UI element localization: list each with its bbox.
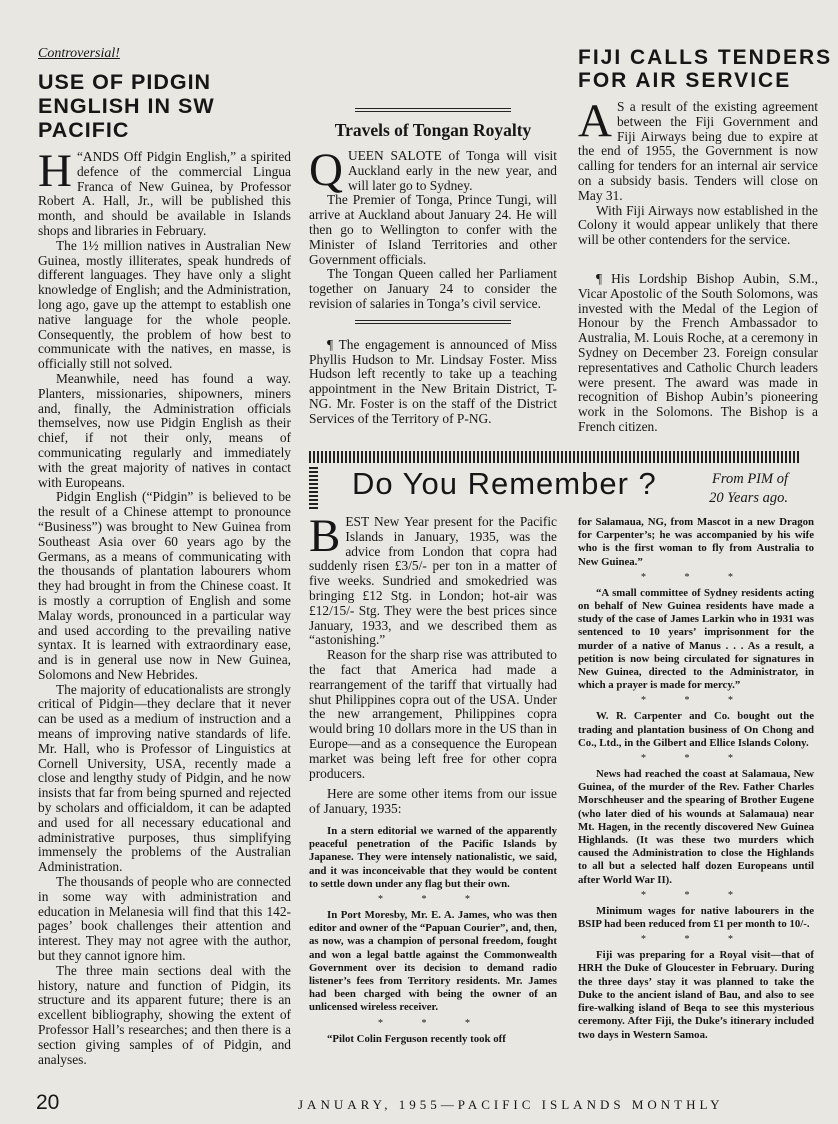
separator-stars: * * * (378, 893, 488, 905)
pidgin-headline: USE OF PIDGIN ENGLISH IN SW PACIFIC (38, 70, 215, 142)
page-number: 20 (36, 1091, 60, 1114)
pidgin-paragraph-5: The majority of educationalists are strongly critical of Pidgin—they declare that it never can be used as a medium of instruction and a means of improving native standards of life. Mr. Hall, who is Professor of Linguistics at Cornell University, USA, recently made a close and lengthy study of Pidgin, and he now insists that far from being spurned and rejected by scholars and officialdom, it can be adapted and used for all necessary educational and administrative purposes, thus simplifying immensely the problems of the Australian Administration. (38, 681, 291, 875)
remember-item: W. R. Carpenter and Co. bought out the trading and plantation business of On Chong and Co., Ltd., in the Gilbert and Ellice Islands Colony. (578, 710, 814, 749)
remember-title: Do You Remember ? (352, 466, 657, 501)
bishop-paragraph: ¶ His Lordship Bishop Aubin, S.M., Vicar Apostolic of the South Solomons, was invested with the Medal of the Legion of Honour by the French Ambassador to Australia, M. Louis Roche, at a ceremony in Sydney on December 23. Foreign consular representatives and Catholic Church leaders were present. The award was made in recognition of Bishop Aubin’s pioneering work in the Solomons. The Bishop is a French citizen. (578, 270, 818, 434)
pidgin-paragraph-7: The three main sections deal with the history, nature and function of Pidgin, its structure and its apparent future; there is an excellent bibliography, showing the extent of Professor Hall’s researches; and then there is a section giving samples of of Pidgin, and analyses. (38, 962, 291, 1067)
remember-column-right (578, 516, 814, 1042)
remember-source: From PIM of 20 Years ago. (709, 471, 788, 506)
separator-stars: * * * (641, 571, 751, 583)
divider-rule (355, 108, 511, 112)
pidgin-paragraph-6: The thousands of people who are connected in some way with administration and education in Melanesia will find that this 142-pages’ book challenges their attention and interest. They may not agree with the author, but they cannot ignore him. (38, 874, 291, 964)
drop-cap: A (578, 95, 612, 147)
tongan-paragraph-1: QUEEN SALOTE of Tonga will visit Auckland early in the new year, and will later go to Sydney. (309, 144, 557, 196)
pidgin-paragraph-2: The 1½ million natives in Australian New Guinea, mostly illiterates, speak hundreds of different languages. They have only a slight knowledge of English; and the Administration, long ago, gave up the attempt to establish one native language for the whole people. Consequently, the problem of how best to communicate with the natives, en masse, is officially still not solved. (38, 237, 291, 372)
remember-item: In a stern editorial we warned of the apparently peaceful penetration of the Pacific Islands by Japanese. They were intensely nationalistic, we said, and it was inconceivable that they would be content to settle down under any flag but their own. (309, 824, 557, 890)
separator-stars: * * * (641, 753, 751, 765)
fiji-paragraph-1: A S a result of the existing agreement between the Fiji Government and Fiji Airways being due to expire at the end of 1955, the Government is now calling for tenders for an internal air service on a subsidy basis. Tenders will close on May 31. (578, 95, 818, 203)
pidgin-paragraph-1: H “ANDS Off Pidgin English,” a spirited defence of the commercial Lingua Franca of New Guinea, by Professor Robert A. Hall, Jr., will be published this month, and should be available in Islands shops and libraries in February. (38, 145, 291, 238)
separator-stars: * * * (641, 889, 751, 901)
fiji-headline: FIJI CALLS TENDERS FOR AIR SERVICE (578, 46, 833, 92)
remember-paragraph-3: Here are some other items from our issue of January, 1935: (309, 786, 557, 817)
tongan-paragraph-3: The Tongan Queen called her Parliament together on January 24 to consider the revision of salaries in Tonga’s civil service. (309, 266, 557, 311)
pidgin-paragraph-3: Meanwhile, need has found a way. Planters, missionaries, shipowners, miners and, finally, the Administration officials themselves, now use Pidgin English as their chief, if not their only, means of communicating regularly and immediately with the great majority of natives in contact with Europeans. (38, 370, 291, 490)
engagement-paragraph: ¶ The engagement is announced of Miss Phyllis Hudson to Mr. Lindsay Foster. Miss Hudson left recently to take up a teaching appointment in the New Britain District, T-NG. Mr. Foster is on the staff of the District Services of the Territory of P-NG. (309, 336, 557, 426)
hatched-rule (309, 451, 801, 463)
separator-stars: * * * (641, 934, 751, 946)
drop-cap: H (38, 145, 72, 197)
tongan-article (309, 104, 557, 427)
remember-item: News had reached the coast at Salamaua, New Guinea, of the murder of the Rev. Father Charles Morschheuser and the spearing of Brother Eugene (who later died of his wounds at Salamaua) near Mt. Hagen, in the recently discovered New Guinea Highlands. (It was these two murders which caused the Administration to close the Highlands to all but a selected half dozen Europeans until after World War II). (578, 768, 814, 886)
hatched-bar (309, 467, 318, 509)
tongan-paragraph-2: The Premier of Tonga, Prince Tungi, will arrive at Auckland about January 24. He will then go to Wellington to confer with the Minister of Island Territories and other Government officials. (309, 192, 557, 267)
remember-items-left (309, 825, 557, 1046)
remember-column-left (309, 510, 557, 1046)
remember-item: “A small committee of Sydney residents acting on behalf of New Guinea residents have made a study of the case of James Larkin who in 1931 was sentenced to 10 years’ imprisonment for the murder of a native of Manus . . . As a result, a petition is now being circulated for signatures in New Guinea, directed to the Administrator, in which a prayer is made for mercy.” (578, 586, 814, 692)
drop-cap: Q (309, 144, 343, 196)
remember-item: Fiji was preparing for a Royal visit—that of HRH the Duke of Gloucester in February. During the three days’ stay it was planned to take the Duke to the ancient island of Bau, and also to see fire-walking island of Beqa to see this mysterious ceremony. After Fiji, the Duke’s itinerary included two days in Western Samoa. (578, 949, 814, 1041)
drop-cap: B (309, 510, 341, 562)
pidgin-article (38, 46, 291, 1067)
separator-stars: * * * (378, 1017, 488, 1029)
remember-item: Minimum wages for native labourers in the BSIP had been reduced from £1 per month to 10/-. (578, 904, 814, 931)
fiji-article (578, 46, 833, 435)
pidgin-paragraph-4: Pidgin English (“Pidgin” is believed to be the result of a Chinese attempt to pronounce “Business”) was brought to New Guinea from Southeast Asia over 60 years ago by the Germans, as a means of communicating with the thousands of plantation labourers whom they had brought in from the Chinese coast. It is mostly a corruption of English and some Malay words, pronounced in a particular way and used according to the prevailing native syntax. It is learned with extraordinary ease, and is in general use now in New Guinea, Solomons and New Hebrides. (38, 489, 291, 682)
remember-paragraph-1: BEST New Year present for the Pacific Islands in January, 1935, was the advice from London that copra had suddenly risen £3/5/- per ton in a matter of five weeks. Sundried and smokedried was bringing £12 Stg. in London; hot-air was £12/15/- Stg. They were the best prices since January, 1933, and we described them as “astonishing.” (309, 510, 557, 648)
remember-paragraph-2: Reason for the sharp rise was attributed to the fact that America had made a rearrangement of the tariff that virtually had shut Philippines copra out of the USA. Under the new arrangement, Philippines copra would bring 10 dollars more in the US than in Europe—and as a consequence the European market was being left free for other copra producers. (309, 647, 557, 781)
tongan-headline: Travels of Tongan Royalty (334, 120, 532, 140)
divider-rule (355, 320, 511, 324)
remember-item: In Port Moresby, Mr. E. A. James, who was then editor and owner of the “Papuan Courier”, and, then, as now, was a champion of personal freedom, fought and won a legal battle against the Commonwealth Government over its decision to demand radio listener’s fees from Territory residents. Mr. James had been charged with being the owner of an unlicensed wireless receiver. (309, 908, 557, 1014)
kicker: Controversial! (38, 46, 120, 61)
fiji-paragraph-2: With Fiji Airways now established in the Colony it would appear unlikely that there will be other contenders for the service. (578, 202, 818, 248)
running-footer: JANUARY, 1955—PACIFIC ISLANDS MONTHLY (298, 1097, 724, 1112)
remember-item: for Salamaua, NG, from Mascot in a new Dragon for Carpenter’s; he was accompanied by his wife who is the first woman to fly from Australia to New Guinea.” (578, 516, 814, 568)
separator-stars: * * * (641, 695, 751, 707)
remember-item: “Pilot Colin Ferguson recently took off (327, 1032, 506, 1045)
